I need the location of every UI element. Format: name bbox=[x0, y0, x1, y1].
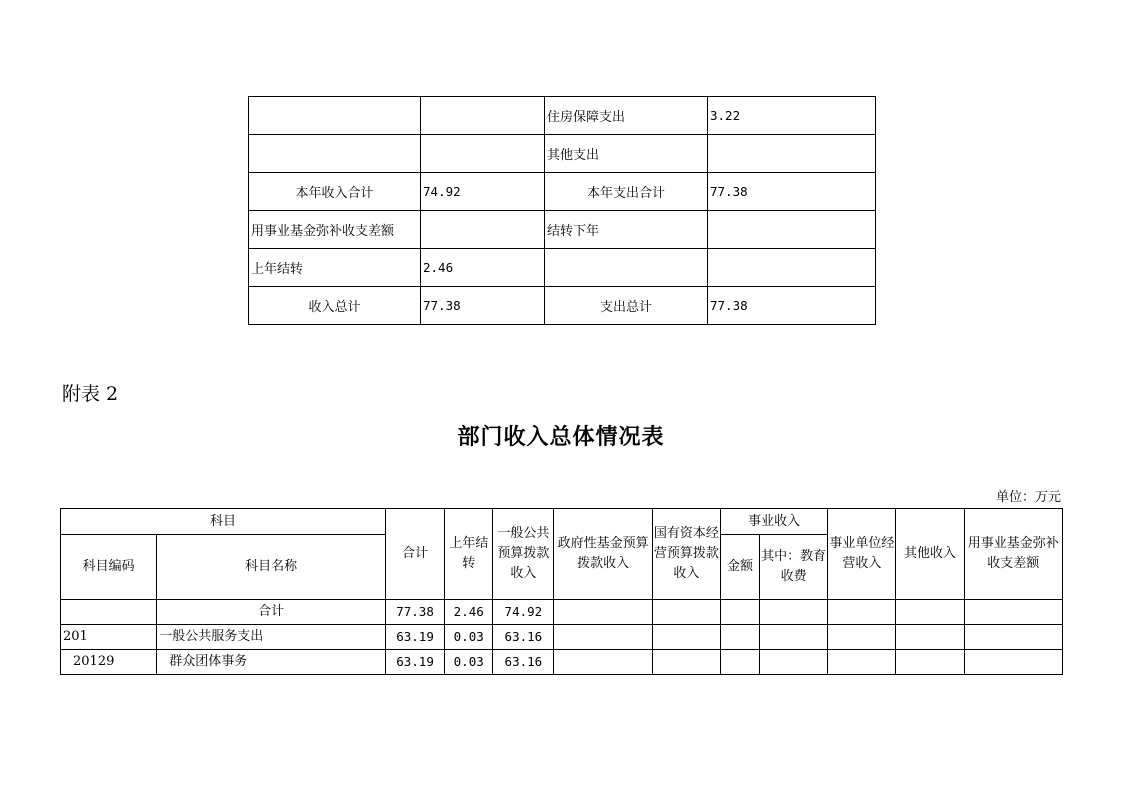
row-code: 201 bbox=[61, 625, 157, 650]
header-education-fee: 其中：教育收费 bbox=[760, 535, 828, 600]
header-business-fund: 用事业基金弥补收支差额 bbox=[964, 509, 1062, 600]
unit-label: 单位：万元 bbox=[995, 490, 1061, 505]
cell: 其他支出 bbox=[545, 135, 708, 173]
row-code bbox=[61, 600, 157, 625]
cell bbox=[720, 650, 759, 675]
row-general: 74.92 bbox=[493, 600, 554, 625]
row-total: 63.19 bbox=[385, 625, 444, 650]
row-general: 63.16 bbox=[493, 625, 554, 650]
header-amount: 金额 bbox=[720, 535, 759, 600]
cell: 77.38 bbox=[708, 287, 876, 325]
cell bbox=[828, 625, 896, 650]
cell bbox=[545, 249, 708, 287]
header-gov-fund: 政府性基金预算拨款收入 bbox=[554, 509, 652, 600]
cell: 本年收入合计 bbox=[249, 173, 421, 211]
cell bbox=[249, 97, 421, 135]
cell bbox=[249, 135, 421, 173]
table-row bbox=[249, 249, 876, 287]
cell bbox=[421, 211, 545, 249]
cell: 74.92 bbox=[421, 173, 545, 211]
cell: 用事业基金弥补收支差额 bbox=[249, 211, 421, 249]
cell bbox=[708, 211, 876, 249]
cell bbox=[421, 135, 545, 173]
row-carryover: 0.03 bbox=[445, 650, 493, 675]
header-business-income: 事业收入 bbox=[720, 509, 827, 535]
table-row bbox=[61, 650, 1063, 675]
attachment-label: 附表 2 bbox=[62, 383, 119, 405]
header-subject-code: 科目编码 bbox=[61, 535, 157, 600]
cell: 住房保障支出 bbox=[545, 97, 708, 135]
cell bbox=[554, 600, 652, 625]
row-carryover: 0.03 bbox=[445, 625, 493, 650]
cell: 本年支出合计 bbox=[545, 173, 708, 211]
table-row bbox=[249, 173, 876, 211]
cell bbox=[720, 625, 759, 650]
header-other-income: 其他收入 bbox=[896, 509, 964, 600]
header-row bbox=[61, 509, 1063, 535]
table-row bbox=[249, 97, 876, 135]
cell bbox=[421, 97, 545, 135]
header-general-budget: 一般公共预算拨款收入 bbox=[493, 509, 554, 600]
header-state-capital: 国有资本经营预算拨款收入 bbox=[652, 509, 720, 600]
row-code: 20129 bbox=[61, 650, 157, 675]
table-row bbox=[61, 625, 1063, 650]
cell bbox=[652, 650, 720, 675]
cell bbox=[964, 650, 1062, 675]
page-title: 部门收入总体情况表 bbox=[457, 424, 665, 450]
cell bbox=[708, 249, 876, 287]
cell bbox=[760, 625, 828, 650]
cell bbox=[760, 600, 828, 625]
table-row bbox=[61, 600, 1063, 625]
cell bbox=[964, 625, 1062, 650]
header-subject-name: 科目名称 bbox=[157, 535, 386, 600]
cell bbox=[964, 600, 1062, 625]
header-business-unit-income: 事业单位经营收入 bbox=[828, 509, 896, 600]
cell: 支出总计 bbox=[545, 287, 708, 325]
cell bbox=[896, 600, 964, 625]
row-total: 77.38 bbox=[385, 600, 444, 625]
cell: 3.22 bbox=[708, 97, 876, 135]
table-row bbox=[249, 135, 876, 173]
header-total: 合计 bbox=[385, 509, 444, 600]
income-expense-summary-table bbox=[248, 96, 876, 325]
header-carryover: 上年结转 bbox=[445, 509, 493, 600]
cell bbox=[708, 135, 876, 173]
cell bbox=[828, 600, 896, 625]
cell bbox=[554, 625, 652, 650]
cell bbox=[828, 650, 896, 675]
header-subject: 科目 bbox=[61, 509, 386, 535]
row-carryover: 2.46 bbox=[445, 600, 493, 625]
table-row bbox=[249, 211, 876, 249]
cell bbox=[554, 650, 652, 675]
cell bbox=[896, 625, 964, 650]
table-row bbox=[249, 287, 876, 325]
row-total: 63.19 bbox=[385, 650, 444, 675]
cell: 上年结转 bbox=[249, 249, 421, 287]
row-name: 一般公共服务支出 bbox=[157, 625, 386, 650]
row-name: 群众团体事务 bbox=[157, 650, 386, 675]
row-general: 63.16 bbox=[493, 650, 554, 675]
cell bbox=[652, 625, 720, 650]
department-income-table bbox=[60, 508, 1063, 675]
cell bbox=[652, 600, 720, 625]
cell: 77.38 bbox=[421, 287, 545, 325]
cell: 77.38 bbox=[708, 173, 876, 211]
cell: 2.46 bbox=[421, 249, 545, 287]
cell: 收入总计 bbox=[249, 287, 421, 325]
row-name: 合计 bbox=[157, 600, 386, 625]
cell bbox=[896, 650, 964, 675]
cell bbox=[760, 650, 828, 675]
cell: 结转下年 bbox=[545, 211, 708, 249]
cell bbox=[720, 600, 759, 625]
